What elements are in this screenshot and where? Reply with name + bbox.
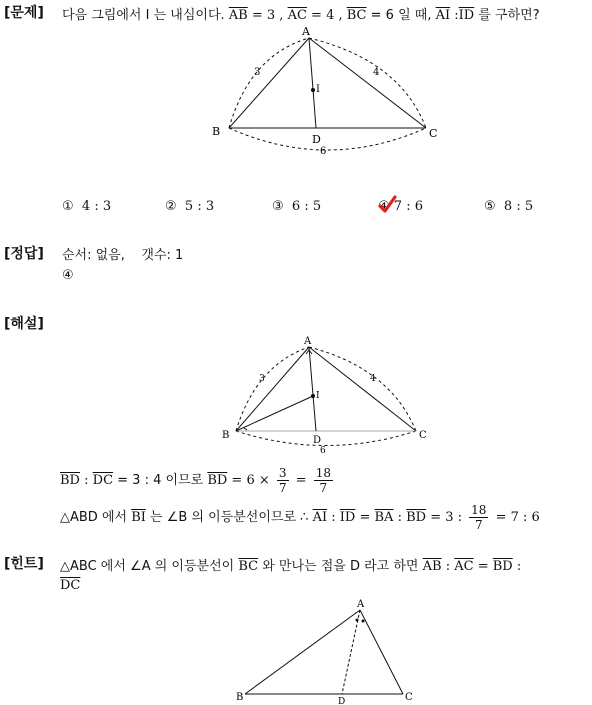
side-ac-2 (309, 347, 416, 431)
angle-dot-2 (362, 620, 364, 622)
choice-4[interactable]: ④ 7 : 6 (378, 199, 423, 214)
fig1-len-6: 6 (320, 146, 327, 157)
incenter-point (311, 88, 314, 91)
fig2-label-b: B (222, 430, 230, 441)
fig1-label-b: B (212, 125, 221, 138)
hint-label: [힌트] (4, 556, 44, 572)
fig2-label-d: D (313, 435, 322, 446)
fig3-label-b: B (236, 692, 244, 703)
problem-label: [문제] (4, 5, 44, 21)
fig2-label-i: I (316, 391, 320, 401)
fig1-label-i: I (316, 84, 320, 95)
side-ab-3 (245, 610, 360, 694)
explanation-label: [해설] (4, 316, 44, 332)
angle-mark-b (244, 428, 247, 430)
incenter-point-2 (311, 394, 314, 397)
choice-2[interactable]: ② 5 : 3 (165, 199, 215, 214)
choice-5[interactable]: ⑤ 8 : 5 (484, 199, 534, 214)
fig1-label-c: C (429, 127, 438, 140)
checkmark-icon (377, 195, 397, 215)
hint-figure (245, 610, 403, 694)
explanation-line-1: $\overline{BD}$ : $\overline{DC} = 3$ : 4 이므로 $\overline{BD} = 6$ × $\frac{3}{7}$ = $\frac{18}{7}$ (60, 466, 331, 495)
fraction-18-7-b: $\frac{18}{7}$ (471, 503, 487, 532)
fig3-label-a: A (357, 599, 365, 610)
fraction-3-7: $\frac{3}{7}$ (278, 466, 287, 495)
fig1-len-4: 4 (373, 67, 380, 78)
answer-value: ④ (62, 268, 74, 283)
hint-line-1: △ABC 에서 ∠A 의 이등분선이 $\overline{BC}$ 와 만나는 점을 D 라고 하면 $\overline{AB}$ : $\overline{AC} = \overline{BD}$ : (60, 559, 522, 574)
fig3-label-d: D (338, 697, 346, 705)
side-ab-2 (236, 347, 309, 431)
fig2-label-a: A (304, 336, 312, 347)
fig2-len-3: 3 (259, 374, 265, 384)
fig1-len-3: 3 (254, 67, 261, 78)
answer-meta: 순서: 없음, 갯수: 1 (62, 248, 184, 263)
answer-label: [정답] (4, 246, 44, 262)
angle-dot-1 (356, 619, 358, 621)
choice-4-marker: ④ (378, 199, 390, 214)
bisector-ad (309, 38, 316, 128)
fig2-label-c: C (419, 430, 427, 441)
side-ab (229, 38, 309, 128)
bisector-ad-3 (342, 610, 360, 694)
problem-figure (229, 38, 426, 150)
fig1-label-a: A (302, 25, 310, 38)
bisector-ad-2 (309, 347, 316, 431)
fig1-label-d: D (312, 133, 321, 146)
arc-bc (229, 128, 426, 150)
explanation-figure (236, 347, 416, 446)
fig3-label-c: C (405, 692, 413, 703)
explanation-line-2: △ABD 에서 $\overline{BI}$ 는 ∠B 의 이등분선이므로 ∴ $\overline{AI}$ : $\overline{ID} = \overline{BA}$ : $\overline{BD} = 3$ : $\frac{18}{7}$ = 7 : 6 (60, 503, 540, 532)
fig2-len-4: 4 (370, 374, 376, 384)
side-ac-3 (360, 610, 403, 694)
arc-bc-2 (236, 431, 416, 446)
choice-1[interactable]: ① 4 : 3 (62, 199, 112, 214)
fraction-18-7: $\frac{18}{7}$ (315, 466, 331, 495)
side-ac (309, 38, 426, 128)
choice-3[interactable]: ③ 6 : 5 (272, 199, 322, 214)
fig2-len-6: 6 (320, 446, 326, 456)
hint-line-2: $\overline{DC}$ (60, 578, 81, 593)
problem-question: 다음 그림에서 I 는 내심이다. $\overline{AB} = 3$ , $\overline{AC} = 4$ , $\overline{BC} = 6$ 일 때, $\overline{AI}$ $:\overline{ID}$ 를 구하면? (62, 8, 540, 23)
